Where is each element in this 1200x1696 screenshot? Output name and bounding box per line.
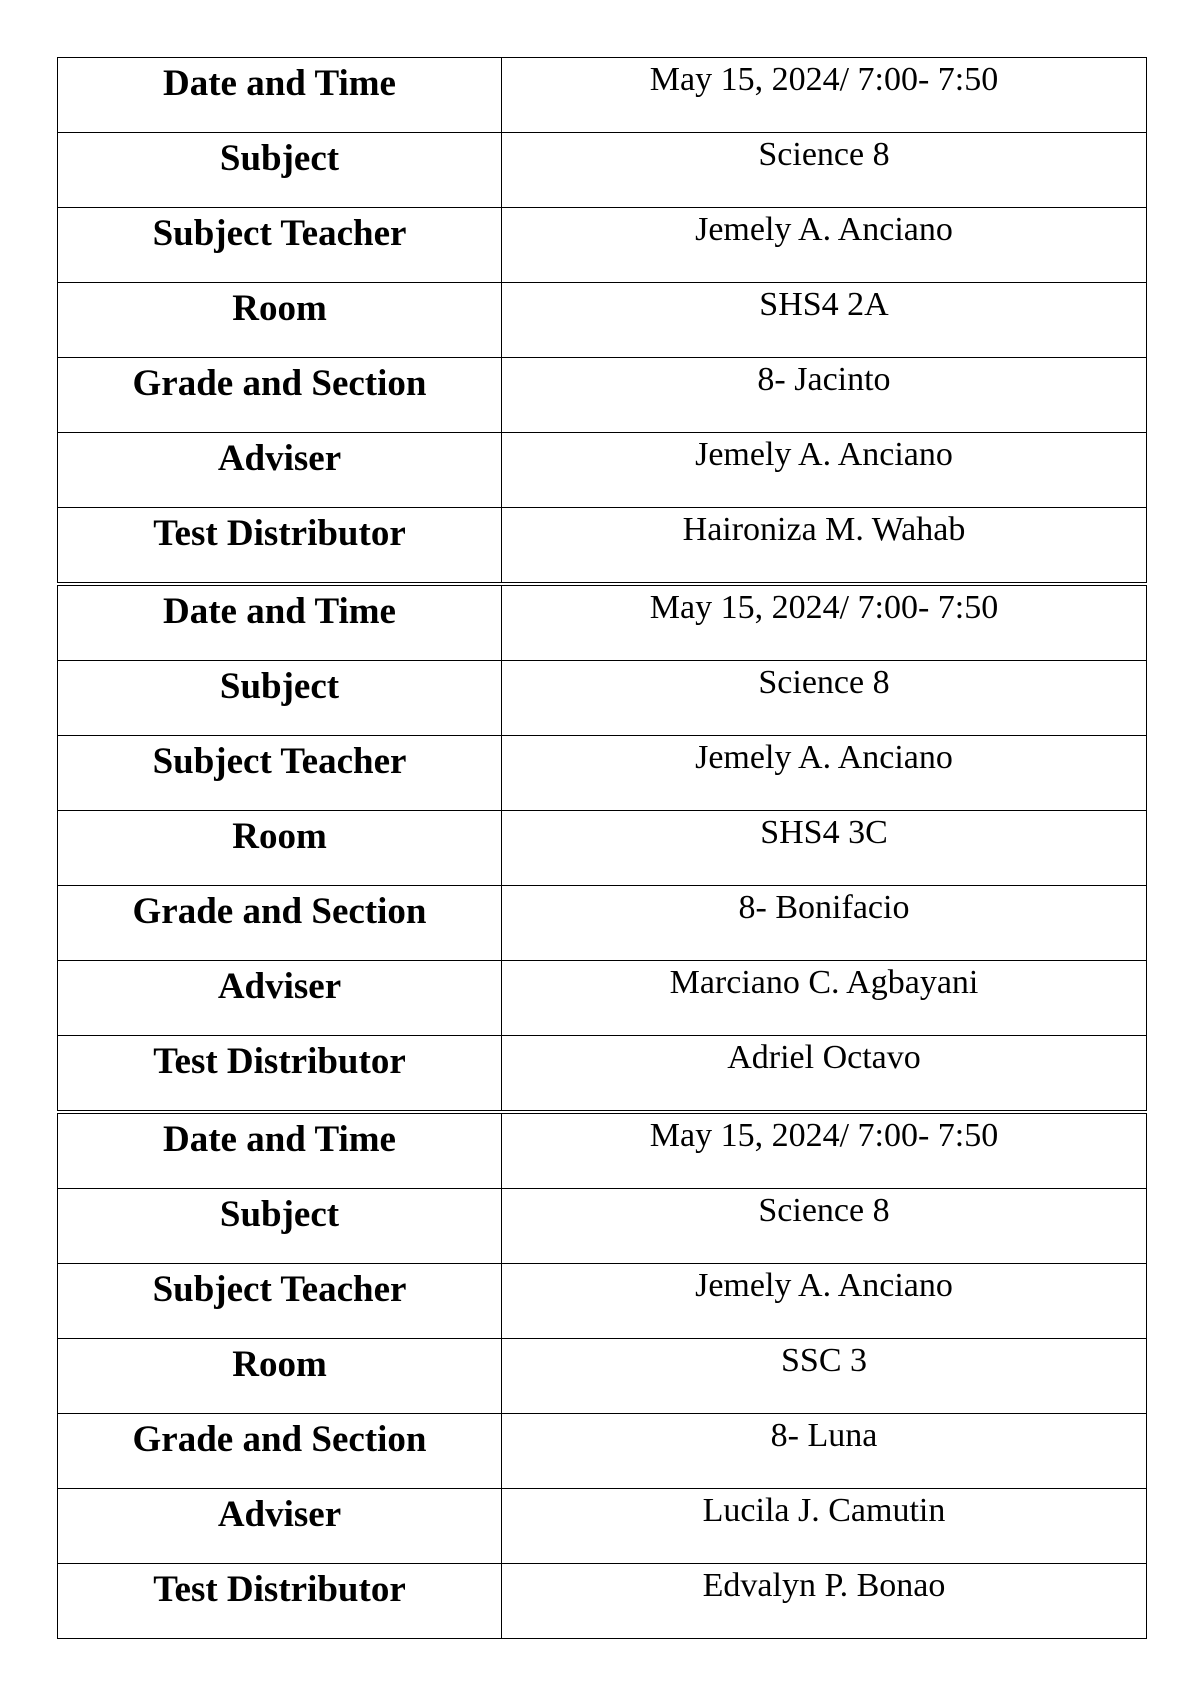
room-label: Room (58, 283, 502, 358)
adviser-value: Jemely A. Anciano (502, 433, 1147, 508)
row-subject-teacher (58, 1264, 1147, 1339)
row-room (58, 283, 1147, 358)
date-time-label: Date and Time (58, 58, 502, 133)
row-date-time (58, 1114, 1147, 1189)
row-subject-teacher (58, 208, 1147, 283)
subject-teacher-value: Jemely A. Anciano (502, 1264, 1147, 1339)
room-label: Room (58, 811, 502, 886)
row-date-time (58, 58, 1147, 133)
row-test-distributor (58, 508, 1147, 583)
room-label: Room (58, 1339, 502, 1414)
subject-label: Subject (58, 133, 502, 208)
subject-teacher-value: Jemely A. Anciano (502, 208, 1147, 283)
test-distributor-value: Edvalyn P. Bonao (502, 1564, 1147, 1639)
subject-value: Science 8 (502, 661, 1147, 736)
subject-label: Subject (58, 661, 502, 736)
room-value: SHS4 3C (502, 811, 1147, 886)
subject-value: Science 8 (502, 1189, 1147, 1264)
row-adviser (58, 1489, 1147, 1564)
row-subject (58, 1189, 1147, 1264)
date-time-value: May 15, 2024/ 7:00- 7:50 (502, 58, 1147, 133)
row-grade-section (58, 1414, 1147, 1489)
row-subject (58, 133, 1147, 208)
subject-value: Science 8 (502, 133, 1147, 208)
grade-section-value: 8- Jacinto (502, 358, 1147, 433)
grade-section-label: Grade and Section (58, 886, 502, 961)
date-time-value: May 15, 2024/ 7:00- 7:50 (502, 586, 1147, 661)
grade-section-label: Grade and Section (58, 358, 502, 433)
date-time-label: Date and Time (58, 1114, 502, 1189)
row-adviser (58, 433, 1147, 508)
test-distributor-value: Haironiza M. Wahab (502, 508, 1147, 583)
test-distributor-label: Test Distributor (58, 1564, 502, 1639)
row-adviser (58, 961, 1147, 1036)
adviser-value: Marciano C. Agbayani (502, 961, 1147, 1036)
row-test-distributor (58, 1564, 1147, 1639)
row-grade-section (58, 886, 1147, 961)
exam-info-table-1 (57, 57, 1147, 583)
row-test-distributor (58, 1036, 1147, 1111)
row-subject (58, 661, 1147, 736)
grade-section-value: 8- Bonifacio (502, 886, 1147, 961)
row-room (58, 1339, 1147, 1414)
row-room (58, 811, 1147, 886)
adviser-value: Lucila J. Camutin (502, 1489, 1147, 1564)
date-time-value: May 15, 2024/ 7:00- 7:50 (502, 1114, 1147, 1189)
adviser-label: Adviser (58, 1489, 502, 1564)
row-grade-section (58, 358, 1147, 433)
grade-section-label: Grade and Section (58, 1414, 502, 1489)
subject-teacher-value: Jemely A. Anciano (502, 736, 1147, 811)
adviser-label: Adviser (58, 433, 502, 508)
test-distributor-label: Test Distributor (58, 508, 502, 583)
room-value: SHS4 2A (502, 283, 1147, 358)
subject-teacher-label: Subject Teacher (58, 736, 502, 811)
room-value: SSC 3 (502, 1339, 1147, 1414)
row-date-time (58, 586, 1147, 661)
grade-section-value: 8- Luna (502, 1414, 1147, 1489)
exam-info-table-3 (57, 1113, 1147, 1639)
subject-teacher-label: Subject Teacher (58, 208, 502, 283)
test-distributor-value: Adriel Octavo (502, 1036, 1147, 1111)
test-distributor-label: Test Distributor (58, 1036, 502, 1111)
row-subject-teacher (58, 736, 1147, 811)
exam-info-table-2 (57, 585, 1147, 1111)
subject-label: Subject (58, 1189, 502, 1264)
adviser-label: Adviser (58, 961, 502, 1036)
date-time-label: Date and Time (58, 586, 502, 661)
subject-teacher-label: Subject Teacher (58, 1264, 502, 1339)
